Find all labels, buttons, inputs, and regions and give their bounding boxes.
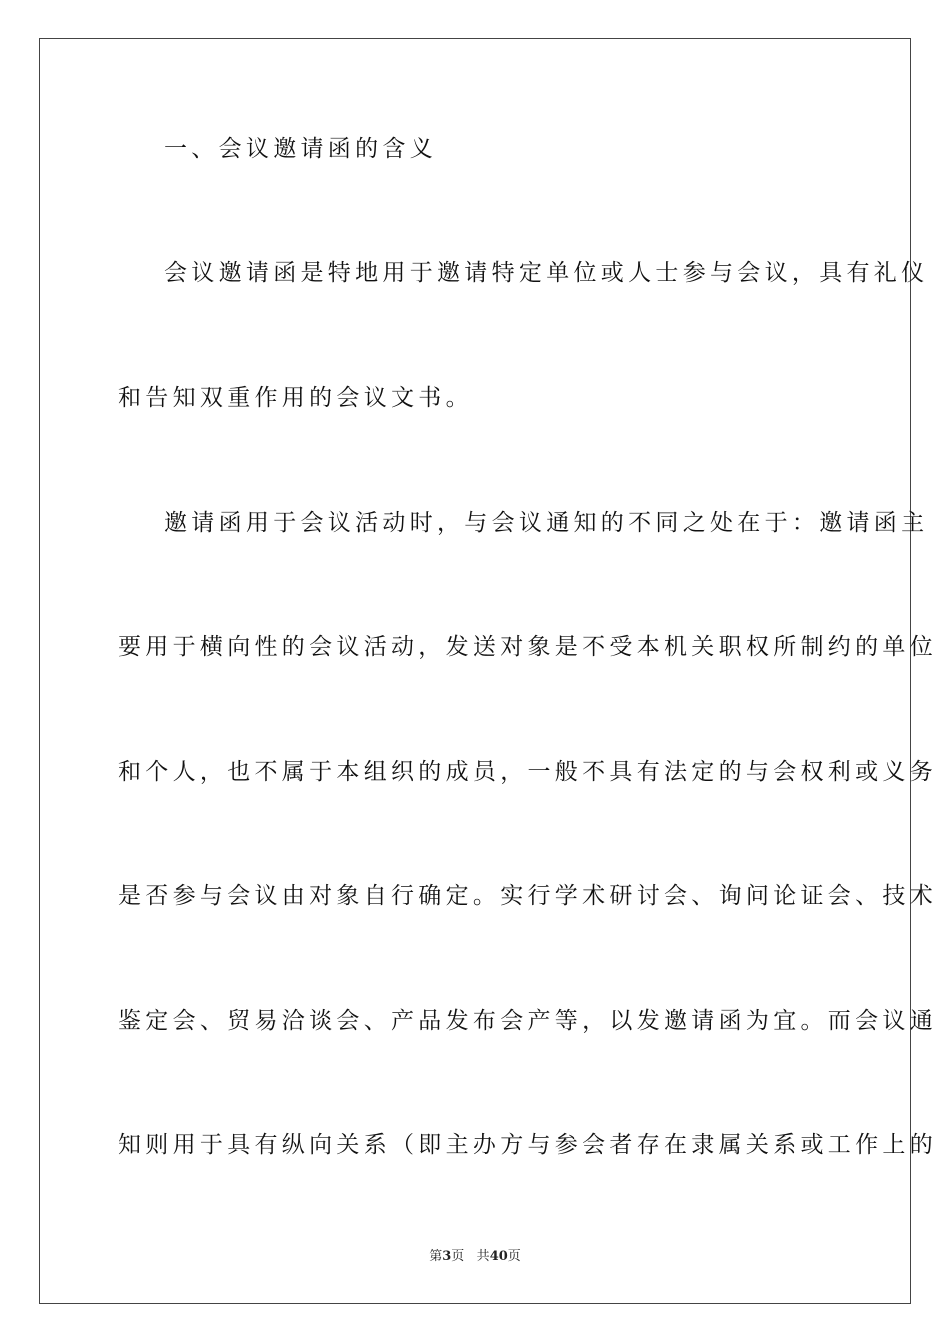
total-prefix: 共 <box>476 1249 490 1264</box>
page-number: 3 <box>442 1249 452 1264</box>
total-suffix: 页 <box>507 1249 521 1264</box>
paragraph-line: 会议邀请函是特地用于邀请特定单位或人士参与会议，具有礼仪 <box>164 260 929 286</box>
paragraph-line: 鉴定会、贸易洽谈会、产品发布会产等，以发邀请函为宜。而会议通 <box>118 1008 937 1034</box>
paragraph-line: 知则用于具有纵向关系（即主办方与参会者存在隶属关系或工作上的 <box>118 1132 937 1158</box>
paragraph-line: 和个人，也不属于本组织的成员，一般不具有法定的与会权利或义务 <box>118 759 937 785</box>
paragraph-line: 和告知双重作用的会议文书。 <box>118 385 473 411</box>
page-prefix: 第 <box>429 1249 443 1264</box>
page-border <box>39 38 937 1304</box>
section-heading: 一、会议邀请函的含义 <box>164 136 437 162</box>
paragraph-line: 是否参与会议由对象自行确定。实行学术研讨会、询问论证会、技术 <box>118 883 937 909</box>
total-pages: 40 <box>489 1249 508 1264</box>
page-footer <box>0 1249 950 1265</box>
paragraph-line: 要用于横向性的会议活动，发送对象是不受本机关职权所制约的单位 <box>118 634 937 660</box>
paragraph-line: 邀请函用于会议活动时，与会议通知的不同之处在于：邀请函主 <box>164 510 929 536</box>
page-suffix: 页 <box>451 1249 465 1264</box>
